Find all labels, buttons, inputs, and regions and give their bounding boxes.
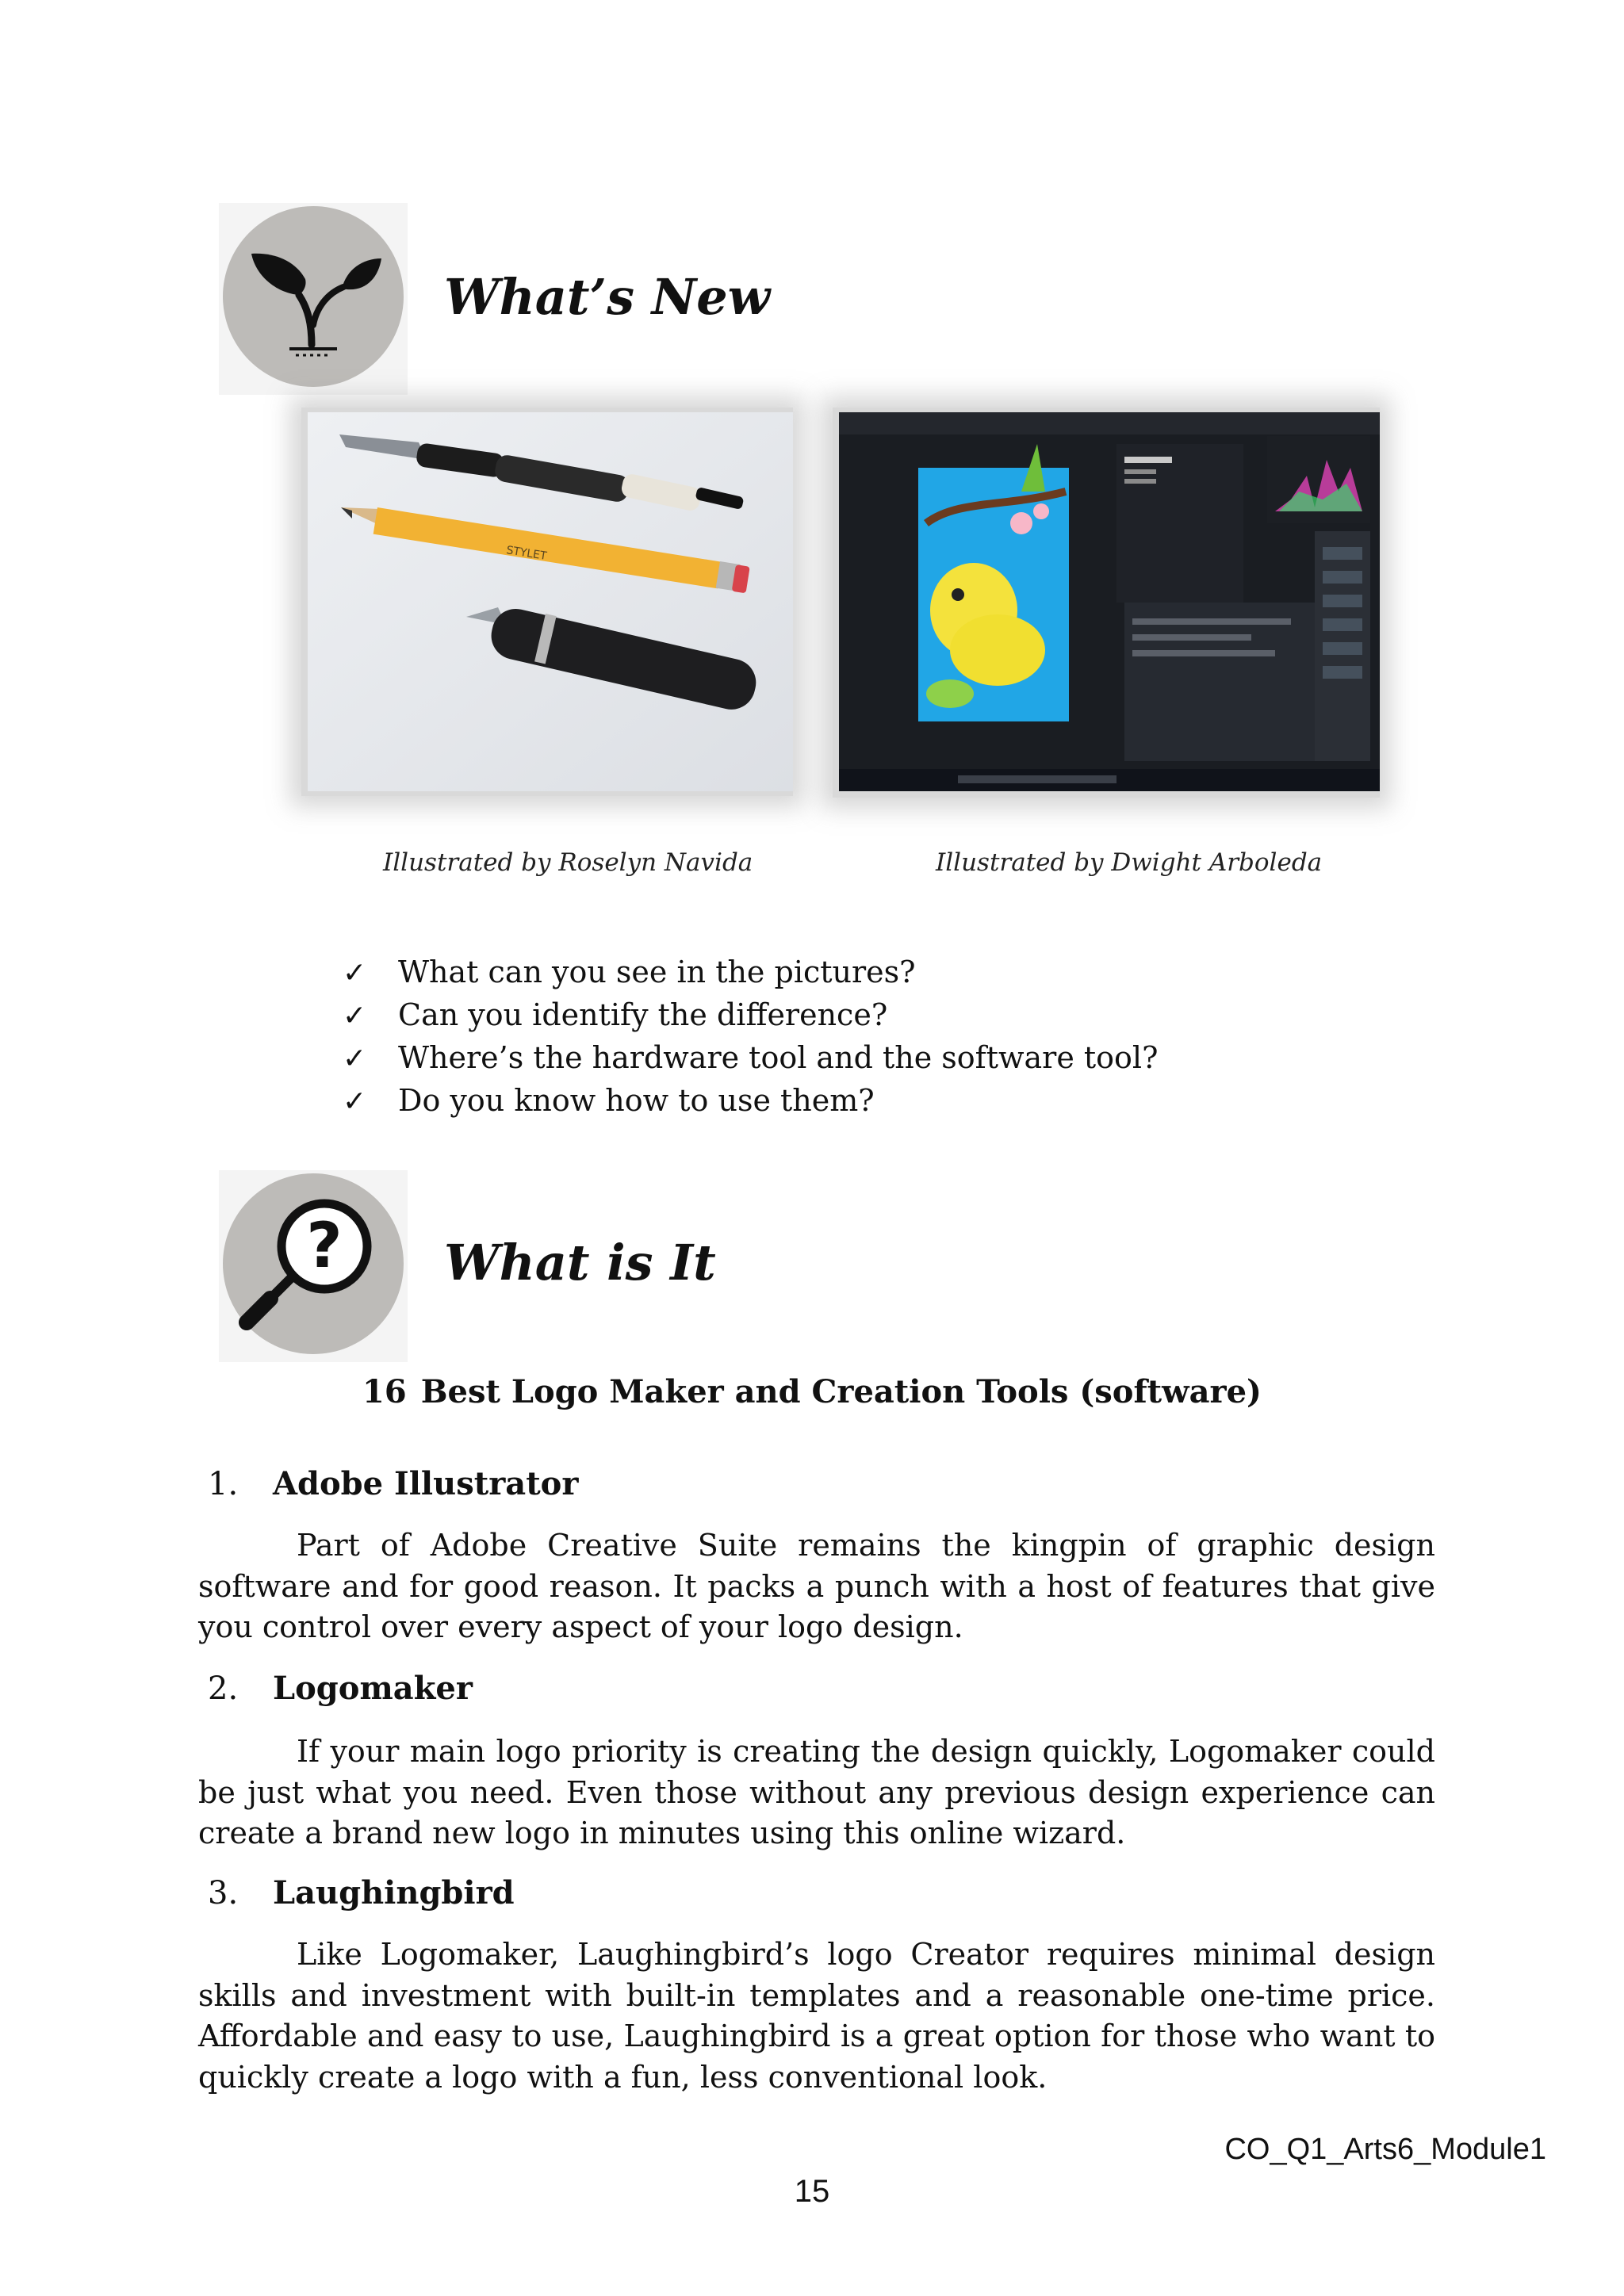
checkmark-icon: ✓ xyxy=(343,1000,367,1032)
svg-text:STYLET: STYLET xyxy=(505,544,548,563)
whats-new-circle xyxy=(223,206,404,387)
question-item: ✓ Where’s the hardware tool and the software tool? xyxy=(343,1037,1158,1080)
caption-right: Illustrated by Dwight Arboleda xyxy=(936,848,1323,877)
svg-text:?: ? xyxy=(306,1211,343,1282)
software-screen-illustration xyxy=(839,412,1380,791)
question-item: ✓ Can you identify the difference? xyxy=(343,994,1158,1037)
tool-title: 1. Adobe Illustrator xyxy=(208,1465,579,1502)
what-is-it-badge xyxy=(219,1170,408,1362)
caption-left: Illustrated by Roselyn Navida xyxy=(383,848,753,877)
checkmark-icon: ✓ xyxy=(343,957,367,989)
tools-subheading-text: Best Logo Maker and Creation Tools (software) xyxy=(420,1373,1262,1410)
question-item: ✓ Do you know how to use them? xyxy=(343,1080,1158,1123)
tool-title: 2. Logomaker xyxy=(208,1670,473,1707)
checkmark-icon: ✓ xyxy=(343,1085,367,1118)
tool-title: 3. Laughingbird xyxy=(208,1874,515,1911)
tool-description: Part of Adobe Creative Suite remains the kingpin of graphic design software and for good reason. It packs a punch with a host of features that give you control over every aspect of your logo design. xyxy=(198,1528,1435,1644)
question-list xyxy=(343,951,1158,1123)
magnifier-question-icon xyxy=(223,1173,404,1354)
tool-description: Like Logomaker, Laughingbird’s logo Creator requires minimal design skills and investment with built-in templates and a reasonable one-time price. Affordable and easy to use, Laughingbird is a great option for those who want to quickly create a logo with a fun, less conventional look. xyxy=(198,1937,1435,2095)
pens-pencil-illustration xyxy=(308,412,793,791)
checkmark-icon: ✓ xyxy=(343,1043,367,1075)
what-is-it-circle xyxy=(223,1173,404,1354)
whats-new-title: What’s New xyxy=(444,268,771,326)
seedling-icon xyxy=(223,206,404,387)
tool-description: If your main logo priority is creating the design quickly, Logomaker could be just what you need. Even those without any previous design experience can create a brand new logo in minutes using this online wizard. xyxy=(198,1734,1435,1850)
tools-subheading xyxy=(0,1373,1624,1410)
module-code: CO_Q1_Arts6_Module1 xyxy=(1224,2133,1546,2166)
question-item: ✓ What can you see in the pictures? xyxy=(343,951,1158,994)
page-number: 15 xyxy=(794,2174,830,2209)
tools-count: 16 xyxy=(362,1373,407,1410)
what-is-it-title: What is It xyxy=(444,1234,716,1292)
whats-new-badge xyxy=(219,203,408,395)
